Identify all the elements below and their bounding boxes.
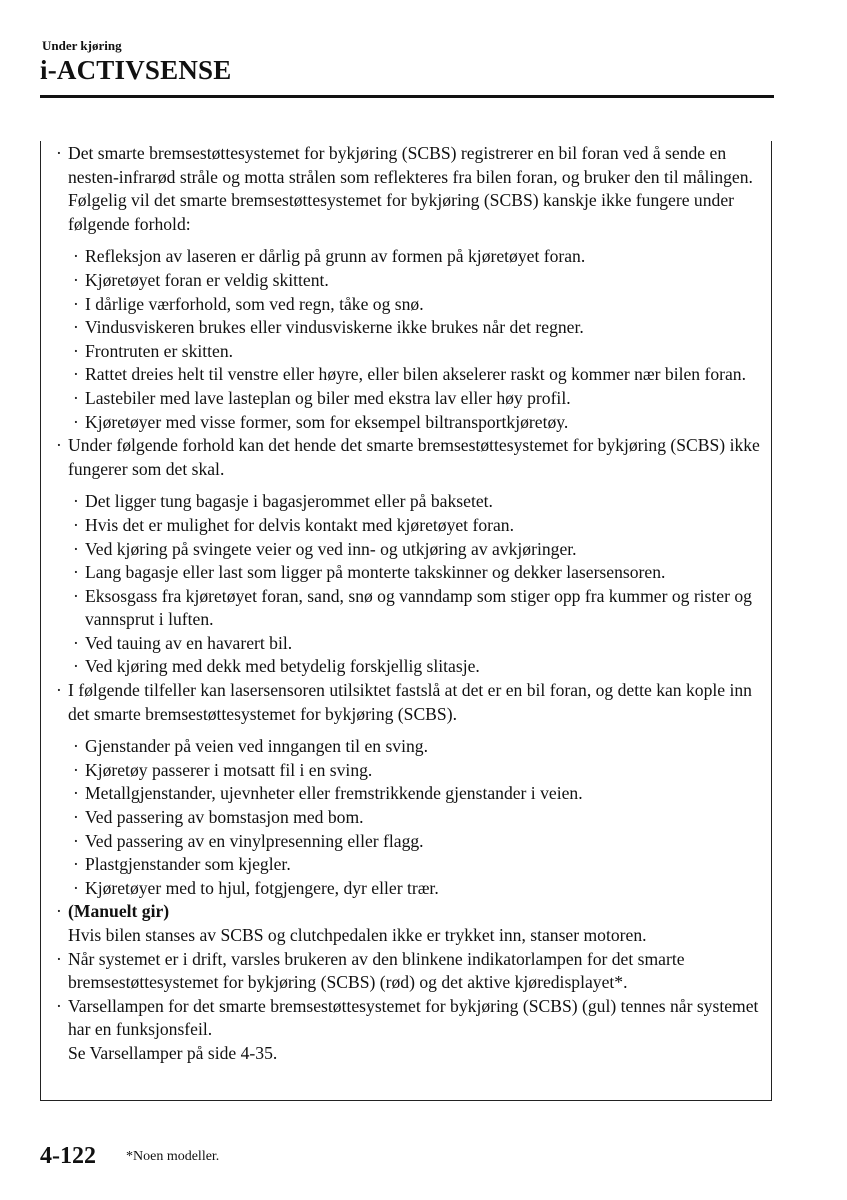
bullet-marker: · [56, 435, 62, 456]
sub-item-text: Metallgjenstander, ujevnheter eller fremstrikkende gjenstander i veien. [85, 783, 583, 804]
sub-item-text: Ved kjøring på svingete veier og ved inn- og utkjøring av avkjøringer. [85, 538, 577, 559]
bullet-item-4 [56, 900, 764, 947]
manual-gear-heading: (Manuelt gir) [68, 901, 170, 922]
bullet-marker: · [73, 759, 79, 780]
bullet-marker: · [73, 562, 79, 583]
sub-item [73, 538, 764, 562]
sub-item [73, 245, 764, 269]
bullet-marker: · [56, 143, 62, 163]
sub-item-text: Kjøretøyer med to hjul, fotgjengere, dyr eller trær. [85, 877, 439, 898]
sub-item [73, 585, 764, 632]
bullet-text: I følgende tilfeller kan lasersensoren utilsiktet fastslå at det er en bil foran, og dette kan kople inn det smarte bremsestøttesystemet for bykjøring (SCBS). [68, 680, 752, 724]
bullet-marker: · [73, 783, 79, 804]
sub-item-text: Kjøretøyer med visse former, som for eksempel biltransportkjøretøy. [85, 411, 569, 432]
bullet-marker: · [56, 680, 62, 701]
bullet-text: Det smarte bremsestøttesystemet for bykjøring (SCBS) registrerer en bil foran ved å sende en nesten-infrarød stråle og motta strålen som reflekteres fra bilen foran, og bruker den til målingen. Følgelig vil det smarte bremsestøttesystemet for bykjøring (SCBS) kanskje ikke fungere under følgende forhold: [68, 143, 753, 234]
sub-item-text: Refleksjon av laseren er dårlig på grunn av formen på kjøretøyet foran. [85, 246, 586, 267]
sub-item-text: Vindusviskeren brukes eller vindusviskerne ikke brukes når det regner. [85, 317, 584, 338]
sub-item-text: Ved kjøring med dekk med betydelig forskjellig slitasje. [85, 656, 480, 677]
bullet-marker: · [73, 830, 79, 851]
bullet-marker: · [73, 585, 79, 606]
sub-item [73, 735, 764, 759]
bullet-marker: · [73, 317, 79, 338]
sub-item [73, 411, 764, 435]
sub-item [73, 782, 764, 806]
bullet-item-6 [56, 995, 764, 1066]
bullet-text: Under følgende forhold kan det hende det smarte bremsestøttesystemet for bykjøring (SCBS) ikke fungerer som det skal. [68, 435, 760, 479]
sub-item-text: Det ligger tung bagasje i bagasjerommet eller på baksetet. [85, 491, 493, 512]
bullet-marker: · [73, 514, 79, 535]
sub-item [73, 830, 764, 854]
sub-item [73, 363, 764, 387]
page-title: i-ACTIVSENSE [40, 55, 232, 85]
bullet-item-3 [56, 679, 764, 726]
bullet-marker: · [73, 293, 79, 314]
sub-item-text: Ved tauing av en havarert bil. [85, 632, 293, 653]
bullet-marker: · [73, 411, 79, 432]
bullet-marker: · [56, 901, 62, 922]
sub-item [73, 759, 764, 783]
sub-item [73, 316, 764, 340]
bullet-marker: · [73, 656, 79, 677]
sub-item-text: Frontruten er skitten. [85, 340, 234, 361]
bullet-marker: · [73, 632, 79, 653]
bullet-item-1 [56, 142, 764, 236]
sub-item [73, 269, 764, 293]
page-number: 4-122 [40, 1143, 96, 1169]
sub-item-text: Eksosgass fra kjøretøyet foran, sand, snø og vanndamp som stiger opp fra kummer og rister og vannsprut i luften. [85, 585, 752, 630]
sub-item [73, 293, 764, 317]
bullet-marker: · [73, 736, 79, 757]
sub-item [73, 561, 764, 585]
bullet-marker: · [56, 948, 62, 969]
sub-item-text: Plastgjenstander som kjegler. [85, 854, 291, 875]
sub-item-text: I dårlige værforhold, som ved regn, tåke og snø. [85, 293, 424, 314]
bullet-marker: · [73, 387, 79, 408]
bullet-marker: · [73, 246, 79, 267]
sub-item-text: Lang bagasje eller last som ligger på monterte takskinner og dekker lasersensoren. [85, 562, 666, 583]
sub-item-text: Rattet dreies helt til venstre eller høyre, eller bilen akselerer raskt og kommer nær bilen foran. [85, 364, 746, 385]
section-label: Under kjøring [42, 38, 122, 53]
sub-item-text: Ved passering av en vinylpresenning eller flagg. [85, 830, 424, 851]
sub-list-1 [73, 245, 764, 434]
bullet-item-5 [56, 948, 764, 995]
bullet-marker: · [73, 807, 79, 828]
bullet-marker: · [73, 269, 79, 290]
sub-item [73, 806, 764, 830]
footnote: *Noen modeller. [126, 1149, 220, 1164]
bullet-text: Når systemet er i drift, varsles brukeren av den blinkene indikatorlampen for det smarte bremsestøttesystemet for bykjøring (SCBS) (rød) og det aktive kjøredisplayet*. [68, 948, 685, 993]
title-rule [40, 95, 774, 98]
bullet-marker: · [73, 364, 79, 385]
sub-item [73, 877, 764, 901]
sub-item [73, 655, 764, 679]
sub-item [73, 387, 764, 411]
sub-list-2 [73, 490, 764, 679]
sub-item-text: Gjenstander på veien ved inngangen til en sving. [85, 736, 428, 757]
bullet-marker: · [73, 340, 79, 361]
bullet-marker: · [73, 491, 79, 512]
bullet-marker: · [73, 854, 79, 875]
sub-item-text: Lastebiler med lave lasteplan og biler med ekstra lav eller høy profil. [85, 387, 571, 408]
sub-item [73, 632, 764, 656]
bullet-marker: · [73, 538, 79, 559]
sub-item-text: Kjøretøyet foran er veldig skittent. [85, 269, 329, 290]
page-reference: Se Varsellamper på side 4-35. [68, 1042, 278, 1063]
sub-item-text: Ved passering av bomstasjon med bom. [85, 807, 364, 828]
sub-list-3 [73, 735, 764, 900]
sub-item-text: Hvis det er mulighet for delvis kontakt med kjøretøyet foran. [85, 514, 514, 535]
sub-item-text: Kjøretøy passerer i motsatt fil i en sving. [85, 759, 373, 780]
bullet-marker: · [73, 877, 79, 898]
sub-item [73, 340, 764, 364]
content-list [56, 142, 764, 1066]
bullet-item-2 [56, 434, 764, 481]
sub-item [73, 490, 764, 514]
sub-item [73, 853, 764, 877]
bullet-marker: · [56, 995, 62, 1016]
bullet-text: Hvis bilen stanses av SCBS og clutchpedalen ikke er trykket inn, stanser motoren. [68, 925, 647, 945]
sub-item [73, 514, 764, 538]
bullet-text: Varsellampen for det smarte bremsestøttesystemet for bykjøring (SCBS) (gul) tennes når systemet har en funksjonsfeil. [68, 995, 759, 1040]
